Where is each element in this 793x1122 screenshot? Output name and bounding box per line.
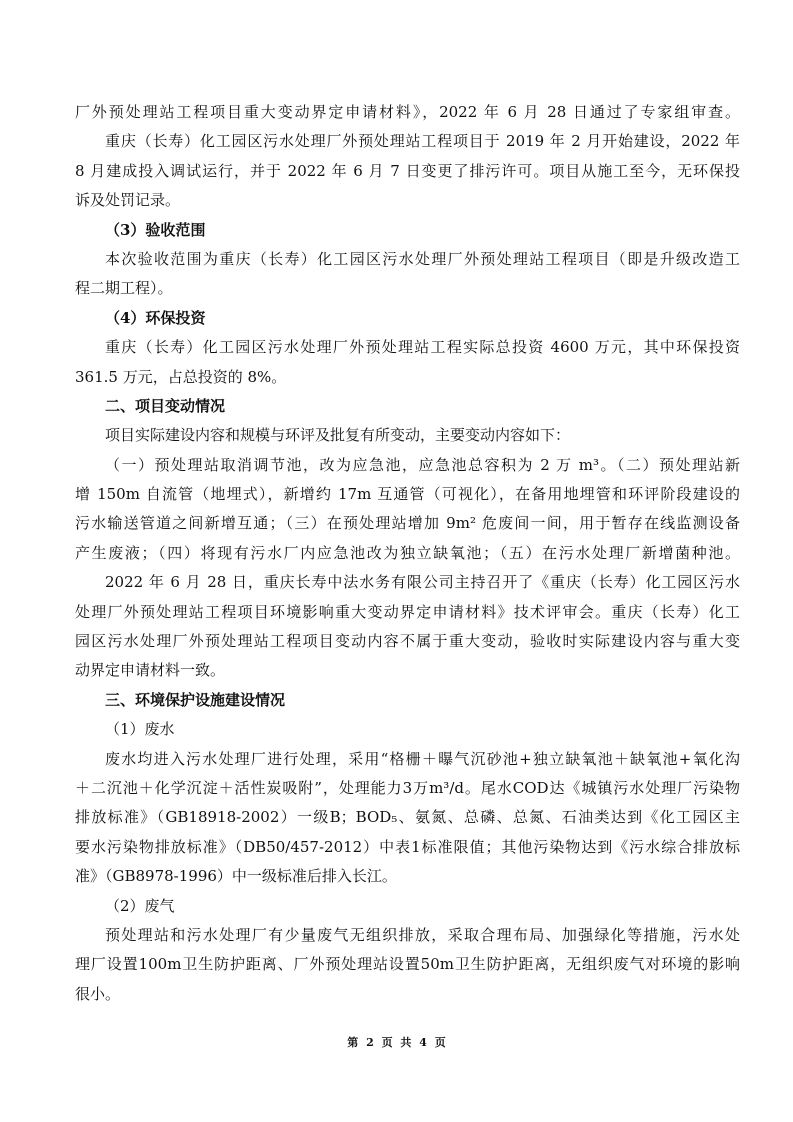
text-line: 很小。: [75, 984, 121, 1003]
paragraph: [75, 245, 740, 304]
paragraph: [75, 333, 740, 392]
text-line: 三、环境保护设施建设情况: [105, 690, 286, 709]
paragraph: [75, 568, 740, 686]
text-line: 项目实际建设内容和规模与环评及批复有所变动，主要变动内容如下：: [105, 426, 571, 445]
text-line: 361.5 万元，占总投资的 8%。: [75, 367, 287, 386]
text-line: ＋二沉池＋化学沉淀＋活性炭吸附”，处理能力3万m³/d。尾水COD达《城镇污水处理厂污染物: [75, 778, 740, 797]
text-line: 准》（GB8978-1996）中一级标准后排入长江。: [75, 867, 397, 886]
paragraph: [75, 921, 740, 1009]
text-line: 废水均进入污水处理厂进行处理，采用“格栅＋曝气沉砂池+独立缺氧池＋缺氧池+氧化沟: [105, 749, 740, 768]
page-footer: 第 2 页 共 4 页: [347, 1036, 446, 1049]
text-line: 增 150m 自流管（地埋式），新增约 17m 互通管（可视化），在备用地埋管和环评阶段建设的: [75, 485, 740, 504]
text-line: （一）预处理站取消调节池，改为应急池，应急池总容积为 2 万 m³。（二）预处理站新: [105, 455, 740, 474]
paragraph: [75, 421, 740, 450]
text-line: （1）废水: [105, 720, 175, 739]
text-line: 重庆（长寿）化工园区污水处理厂外预处理站工程项目于 2019 年 2 月开始建设，2022 年: [105, 132, 740, 151]
text-line: （4）环保投资: [105, 308, 206, 327]
text-line: 园区污水处理厂外预处理站工程项目变动内容不属于重大变动，验收时实际建设内容与重大变: [75, 632, 740, 651]
text-line: （3）验收范围: [105, 220, 206, 239]
subsection-heading: [75, 715, 740, 744]
paragraph: [75, 451, 740, 569]
section-heading: [75, 216, 740, 245]
page-body: [75, 98, 740, 1009]
text-line: 理厂设置100m卫生防护距离、厂外预处理站设置50m卫生防护距离，无组织废气对环境的影响: [75, 955, 740, 974]
text-line: 诉及处罚记录。: [75, 191, 181, 210]
section-heading: [75, 304, 740, 333]
text-line: 预处理站和污水处理厂有少量废气无组织排放，采取合理布局、加强绿化等措施，污水处: [105, 925, 740, 944]
text-line: 产生废液；（四）将现有污水厂内应急池改为独立缺氧池；（五）在污水处理厂新增菌种池。: [75, 543, 740, 562]
text-line: 污水输送管道之间新增互通；（三）在预处理站增加 9m² 危废间一间，用于暂存在线监测设备: [75, 514, 740, 533]
section-heading: [75, 686, 740, 715]
text-line: 重庆（长寿）化工园区污水处理厂外预处理站工程实际总投资 4600 万元，其中环保投资: [105, 338, 740, 357]
text-line: 8 月建成投入调试运行，并于 2022 年 6 月 7 日变更了排污许可。项目从施工至今，无环保投: [75, 161, 740, 180]
section-heading: [75, 392, 740, 421]
text-line: 程二期工程）。: [75, 279, 173, 298]
text-line: 2022 年 6 月 28 日，重庆长寿中法水务有限公司主持召开了《重庆（长寿）化工园区污水: [105, 573, 740, 592]
paragraph: [75, 127, 740, 215]
paragraph: [75, 745, 740, 892]
text-line: 排放标准》（GB18918-2002）一级B；BOD₅、氨氮、总磷、总氮、石油类达到《化工园区主: [75, 808, 740, 827]
text-line: 二、项目变动情况: [105, 396, 226, 415]
text-line: 要水污染物排放标准》（DB50/457-2012）中表1标准限值；其他污染物达到《污水综合排放标: [75, 837, 740, 856]
text-line: 本次验收范围为重庆（长寿）化工园区污水处理厂外预处理站工程项目（即是升级改造工: [105, 249, 740, 268]
subsection-heading: [75, 892, 740, 921]
text-line: 动界定申请材料一致。: [75, 661, 226, 680]
text-line: 厂外预处理站工程项目重大变动界定申请材料》，2022 年 6 月 28 日通过了专家组审查。: [75, 103, 740, 121]
text-line: （2）废气: [105, 896, 175, 915]
text-line: 处理厂外预处理站工程项目环境影响重大变动界定申请材料》技术评审会。重庆（长寿）化工: [75, 602, 740, 621]
paragraph: [75, 98, 740, 127]
